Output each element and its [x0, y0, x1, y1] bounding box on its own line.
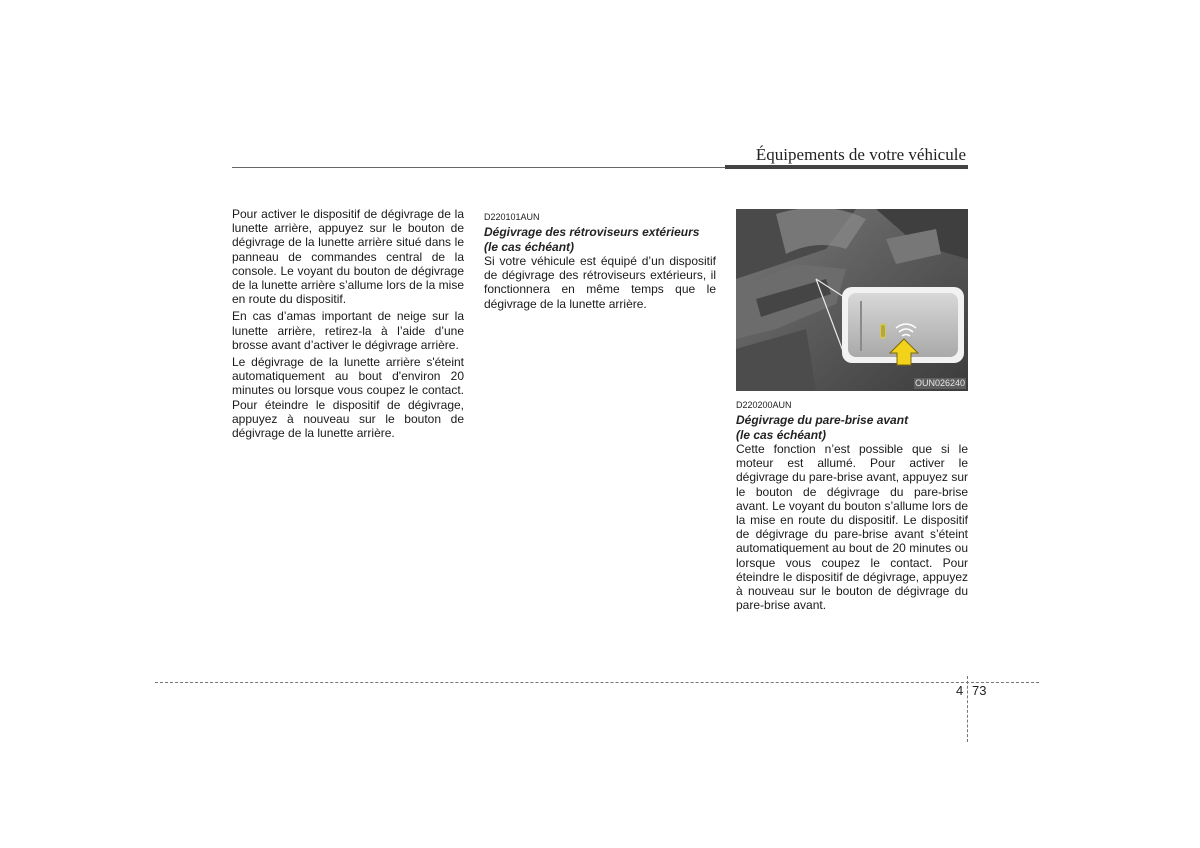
mirror-defrost-button-photo: [736, 209, 968, 391]
column-windshield-defrost: [736, 399, 968, 615]
paragraph: Le dégivrage de la lunette arrière s'éteint automatiquement au bout d'environ 20 minutes ou lorsque vous coupez le contact. Pour éteindre le dispositif de dégivrage, appuyez à nouveau sur le bouton de dégivrage de la lunette arrière.: [232, 355, 464, 441]
header-rule-thick: [725, 165, 968, 169]
section-subtitle: Dégivrage du pare-brise avant: [736, 413, 909, 427]
section-code: D220101AUN: [484, 212, 540, 222]
section-subtitle-note: (le cas échéant): [736, 427, 827, 442]
paragraph: Cette fonction n’est possible que si le moteur est allumé. Pour activer le dégivrage du pare-brise avant, appuyez sur le bouton de dégivrage du pare-brise avant. Le voyant du bouton s’allume lors de la mise en route du dispositif. Le dispositif de dégivrage du pare-brise avant s’éteint automatiquement au bout de 20 minutes ou lorsque vous coupez le contact. Pour éteindre le dispositif de dégivrage, appuyez à nouveau sur le bouton de dégivrage du pare-brise avant.: [736, 442, 968, 613]
column-rear-defrost: [232, 207, 464, 443]
column-mirror-defrost: [484, 211, 716, 314]
paragraph: En cas d’amas important de neige sur la lunette arrière, retirez-la à l’aide d’une brosse avant d’activer le dégivrage arrière.: [232, 309, 464, 352]
header-rule: [232, 167, 725, 168]
footer-divider: [967, 676, 968, 742]
dashboard-illustration: [736, 209, 968, 391]
section-code: D220200AUN: [736, 400, 792, 410]
paragraph: Si votre véhicule est équipé d’un dispositif de dégivrage des rétroviseurs extérieurs, il fonctionnera en même temps que le dégivrage de la lunette arrière.: [484, 254, 716, 311]
footer-rule: [155, 682, 1039, 683]
figure-code: OUN026240: [914, 378, 965, 388]
section-subtitle: Dégivrage des rétroviseurs extérieurs: [484, 225, 700, 239]
page-number: 73: [972, 683, 987, 698]
section-title: Équipements de votre véhicule: [755, 145, 966, 164]
section-subtitle-note: (le cas échéant): [484, 239, 575, 254]
paragraph: Pour activer le dispositif de dégivrage de la lunette arrière, appuyez sur le bouton de dégivrage de la lunette arrière situé dans le panneau de commandes central de la console. Le voyant du bouton de dégivrage de la lunette arrière s’allume lors de la mise en route du dispositif.: [232, 207, 464, 307]
chapter-number: 4: [956, 683, 964, 698]
